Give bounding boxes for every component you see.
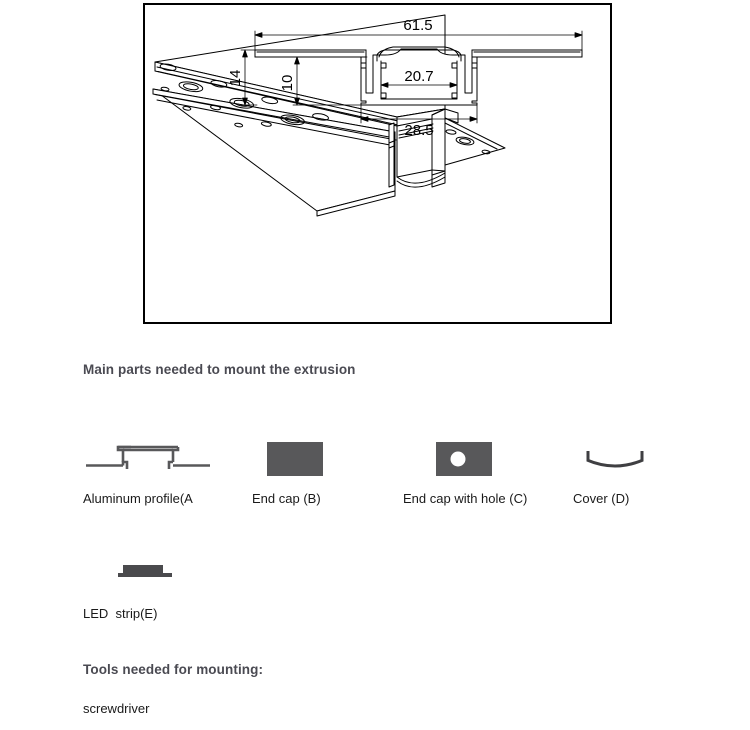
dim-overall-width-label: 61.5 [403,17,433,34]
dim-overall-height-label: 14 [227,69,244,87]
part-figure-aluminum-profile [83,436,253,482]
technical-drawing-svg [145,5,610,322]
part-figure-end-cap [252,436,422,482]
part-label-aluminum-profile: Aluminum profile(A [83,491,193,506]
part-item-led-strip [83,549,253,622]
main-parts-heading: Main parts needed to mount the extrusion [83,362,356,377]
diffuser-cover-icon [582,447,652,475]
part-label-led-strip: LED strip(E) [83,606,158,621]
part-figure-led-strip [83,549,253,595]
technical-drawing-frame [143,3,612,324]
end-cap-solid-icon [265,439,325,479]
part-item-cover [573,436,743,507]
part-label-cover: Cover (D) [573,491,630,506]
part-item-end-cap [252,436,422,507]
part-figure-cover [573,436,743,482]
tools-heading: Tools needed for mounting: [83,662,264,677]
part-item-end-cap-with-hole [403,436,573,507]
dim-outer-channel-width-label: 28.5 [404,122,434,139]
tool-item-screwdriver: screwdriver [83,701,150,716]
part-label-end-cap: End cap (B) [252,491,321,506]
isometric-extrusion [152,15,505,216]
end-cap-with-hole-icon [434,439,494,479]
aluminum-profile-cross-section-icon [83,438,213,478]
part-figure-end-cap-with-hole [403,436,573,482]
dim-inner-channel-width-label: 20.7 [404,68,434,85]
led-strip-icon [117,561,173,581]
part-label-end-cap-with-hole: End cap with hole (C) [403,491,528,506]
dim-channel-depth-label: 10 [279,74,296,92]
part-item-aluminum-profile [83,436,253,507]
